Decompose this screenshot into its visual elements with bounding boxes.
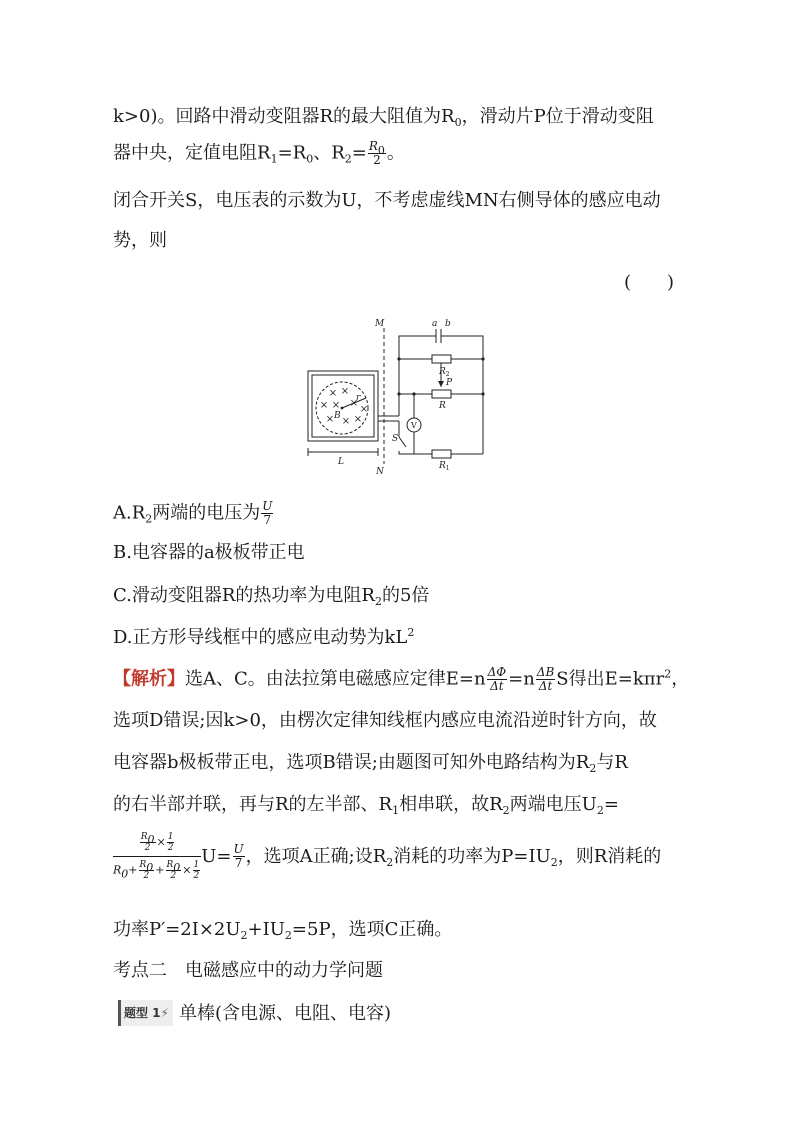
junction-dot xyxy=(397,392,400,395)
solution-line-4 xyxy=(113,792,619,818)
rheostat-r xyxy=(432,390,451,398)
subscript: 0 xyxy=(454,116,462,129)
subscript: 2 xyxy=(284,929,292,942)
text-span: 消耗的功率为P=IU xyxy=(393,845,551,867)
text-span: C.滑动变阻器R的热功率为电阻R xyxy=(113,585,375,606)
field-cross: × xyxy=(331,400,341,411)
problem-line-3: 闭合开关S，电压表的示数为U，不考虑虚线MN右侧导体的感应电动 xyxy=(113,190,661,211)
problem-line-1 xyxy=(113,104,654,130)
problem-line-4: 势，则 xyxy=(113,230,167,251)
numerator: 1 xyxy=(193,860,200,870)
text-span: =5P，选项C正确。 xyxy=(291,919,453,940)
circuit-diagram xyxy=(300,314,500,479)
solution-line-2: 选项D错误;因k>0，由楞次定律知线框内感应电流沿逆时针方向，故 xyxy=(113,710,657,731)
denominator: 2 xyxy=(144,843,151,853)
denominator: 7 xyxy=(263,513,272,527)
label-p: P xyxy=(446,378,453,388)
junction-dot xyxy=(481,392,484,395)
text-span: ， xyxy=(671,668,690,690)
voltmeter-label: V xyxy=(411,421,417,430)
fraction-half xyxy=(167,832,175,853)
solution-line-6 xyxy=(113,917,452,943)
label-text: R xyxy=(439,367,446,377)
text-span: 的5倍 xyxy=(381,585,430,606)
symbol: R xyxy=(113,863,122,877)
subscript: 0 xyxy=(377,144,385,157)
fraction-r0-over-2 xyxy=(368,140,386,167)
text-span: =n xyxy=(508,668,535,690)
text-span: +IU xyxy=(247,919,285,940)
field-cross: × xyxy=(353,414,363,425)
answer-blank: ( ) xyxy=(624,272,675,293)
subscript: 0 xyxy=(147,833,155,846)
field-cross: × xyxy=(328,388,338,399)
fraction-r0-2 xyxy=(166,860,182,881)
text-span: 、R xyxy=(313,142,345,164)
text-span: 与R xyxy=(596,752,628,773)
wire xyxy=(399,336,436,416)
text-span: S得出E=kπr xyxy=(556,668,665,690)
label-a: a xyxy=(432,319,438,329)
numerator: ΔB xyxy=(536,665,555,679)
subscript: 2 xyxy=(386,855,394,869)
label-r: R xyxy=(439,401,446,411)
label-b: b xyxy=(445,319,451,329)
subscript: 0 xyxy=(146,861,154,874)
option-d xyxy=(113,625,414,651)
superscript: 2 xyxy=(664,667,672,681)
numerator: 1 xyxy=(167,832,174,842)
label-s: S xyxy=(392,434,399,444)
text-span: ，选项A正确;设R xyxy=(245,845,387,867)
fraction-r0-2 xyxy=(139,860,155,881)
fraction-u-over-7 xyxy=(261,500,273,527)
subscript: 2 xyxy=(145,512,153,526)
fraction-r0-2 xyxy=(140,832,156,853)
text-span: =R xyxy=(277,142,307,164)
field-cross: × xyxy=(340,386,350,397)
subscript: 0 xyxy=(306,152,314,166)
text-span: k>0)。回路中滑动变阻器R的最大阻值为R xyxy=(113,106,455,127)
subscript: 2 xyxy=(240,929,248,942)
center-dot xyxy=(341,407,344,410)
field-cross: × xyxy=(325,414,335,425)
wire xyxy=(441,336,483,454)
numerator: U xyxy=(233,842,244,856)
label-r2: $R_2$ xyxy=(439,367,450,378)
solution-tag: 【解析】 xyxy=(113,668,185,690)
subscript: 2 xyxy=(596,804,604,817)
field-cross: × xyxy=(319,400,329,411)
symbol: R xyxy=(368,139,378,153)
text-span: D.正方形导线框中的感应电动势为kL xyxy=(113,627,408,648)
subscript: 0 xyxy=(121,867,129,881)
text-span: A.R xyxy=(113,502,146,524)
voltage-fraction xyxy=(113,832,661,881)
resistor-r2 xyxy=(432,355,451,363)
text-span: U= xyxy=(201,845,232,867)
problem-line-2: 器中央，定值电阻$R_1=R_0$、$R_2=$ $\frac{R_0}{2}$ 。 xyxy=(113,139,405,167)
big-fraction-denominator: $R_0+$ $\frac{R_0}{2}$ + $\frac{R_0}{2}$ × $\frac{1}{2}$ xyxy=(113,860,200,881)
fraction-dphi-dt xyxy=(487,666,508,693)
denominator: Δt xyxy=(538,679,553,693)
subscript: 2 xyxy=(344,152,352,166)
denominator: 7 xyxy=(234,856,243,870)
solution-line-3 xyxy=(113,750,628,776)
solution-line-1 xyxy=(113,666,689,693)
slider-arrow xyxy=(438,381,444,387)
label-m: M xyxy=(375,319,385,329)
question-type-title: 单棒(含电源、电阻、电容) xyxy=(178,1003,392,1024)
subscript: 2 xyxy=(589,762,597,775)
text-span: ，滑动片P位于滑动变阻 xyxy=(461,106,654,127)
symbol: R xyxy=(139,860,147,870)
denominator: 2 xyxy=(167,843,174,853)
text-span: 器中央，定值电阻R xyxy=(113,142,271,164)
field-cross: × xyxy=(359,404,369,415)
question-type-badge xyxy=(118,1000,173,1026)
text-span: = xyxy=(351,142,367,164)
wire xyxy=(399,451,406,454)
big-fraction xyxy=(113,832,201,881)
denominator: 2 xyxy=(170,871,177,881)
text-span: 两端的电压为 xyxy=(152,502,261,524)
junction-dot xyxy=(397,357,400,360)
text-span: 选A、C。由法拉第电磁感应定律E=n xyxy=(185,668,486,690)
junction-dot xyxy=(481,357,484,360)
question-type-heading xyxy=(118,1000,391,1027)
subscript: 1 xyxy=(392,804,400,817)
superscript: 2 xyxy=(407,626,415,639)
subscript: 2 xyxy=(550,855,558,869)
text-span: 两端电压U xyxy=(509,794,597,815)
numerator: U xyxy=(262,499,273,513)
denominator: 2 xyxy=(143,871,150,881)
junction-dot xyxy=(412,392,415,395)
text-span: 功率P′=2I×2U xyxy=(113,919,241,940)
text-span: 相串联，故R xyxy=(399,794,503,815)
field-cross: × xyxy=(349,398,359,409)
text-span: 电容器b极板带正电，选项B错误;由题图可知外电路结构为R xyxy=(113,752,590,773)
voltage-fraction-tail xyxy=(201,842,662,870)
resistor-r1 xyxy=(432,450,451,458)
text-span: ，则R消耗的 xyxy=(557,845,662,867)
option-b: B.电容器的a极板带正电 xyxy=(113,542,305,563)
subscript: 2 xyxy=(374,595,382,608)
denominator: 2 xyxy=(373,153,381,167)
text-span: = xyxy=(603,794,619,815)
symbol: R xyxy=(140,832,148,842)
section-title: 考点二 电磁感应中的动力学问题 xyxy=(113,960,383,981)
bolt-icon: ⚡ xyxy=(160,1006,169,1020)
label-n: N xyxy=(376,467,384,477)
symbol: R xyxy=(166,860,174,870)
text-span: 的右半部并联，再与R的左半部、R xyxy=(113,794,393,815)
option-a xyxy=(113,500,274,527)
option-c xyxy=(113,583,429,609)
field-cross: × xyxy=(341,416,351,427)
label-r-radius: r xyxy=(356,393,361,403)
label-b-field: B xyxy=(334,411,341,421)
subscript: 1 xyxy=(270,152,278,166)
subscript: 2 xyxy=(502,804,510,817)
label-text: R xyxy=(439,461,446,471)
label-l: L xyxy=(338,457,344,467)
fraction-u-over-7 xyxy=(233,843,245,870)
switch-s xyxy=(399,437,406,447)
fraction-half xyxy=(193,860,201,881)
big-fraction-numerator: $\frac{R_0}{2}$ × $\frac{1}{2}$ xyxy=(113,832,201,857)
label-r1: $R_1$ xyxy=(439,461,450,472)
subscript: 0 xyxy=(173,861,181,874)
denominator: 2 xyxy=(193,871,200,881)
fraction-db-dt xyxy=(536,666,555,693)
denominator: Δt xyxy=(490,679,504,693)
badge-text: 题型 1 xyxy=(124,1006,161,1020)
numerator: ΔΦ xyxy=(487,665,507,679)
